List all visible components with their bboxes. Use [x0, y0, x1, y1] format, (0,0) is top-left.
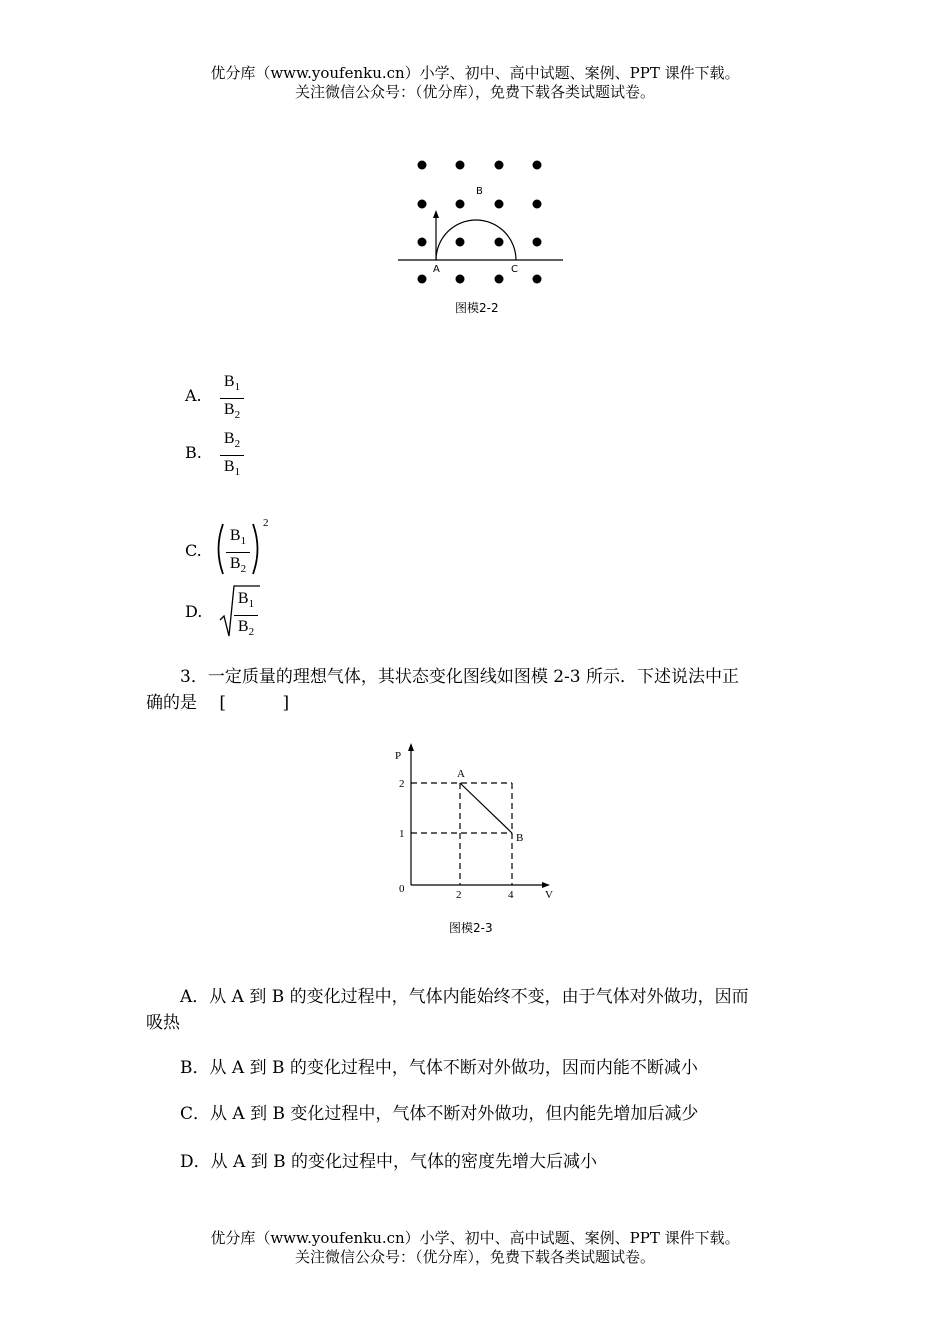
- y-axis-arrow-icon: [408, 743, 414, 751]
- point-b-label: B: [516, 832, 524, 844]
- denominator: $B_2$: [229, 555, 247, 576]
- tick-y-2: 2: [399, 778, 405, 790]
- fraction-bar: [234, 615, 258, 616]
- option-c-label: C.: [185, 541, 202, 560]
- answer-d: D．从 A 到 B 的变化过程中，气体的密度先增大后减小: [180, 1152, 598, 1172]
- figure-magnetic-field: [395, 150, 570, 290]
- tick-y-1: 1: [399, 828, 405, 840]
- point-a-label: A: [457, 768, 465, 780]
- field-dot: [495, 200, 504, 209]
- left-paren-icon: [213, 522, 225, 576]
- option-c-fraction: [226, 527, 250, 578]
- option-d-label: D.: [185, 602, 203, 621]
- label-b: B: [476, 186, 483, 197]
- field-dot: [418, 275, 427, 284]
- field-dot: [456, 200, 465, 209]
- field-dot: [533, 275, 542, 284]
- field-dot: [418, 200, 427, 209]
- label-a: A: [433, 264, 440, 275]
- page-footer: [0, 1229, 950, 1267]
- page-header: [0, 64, 950, 102]
- question-3-line-1: 3．一定质量的理想气体，其状态变化图线如图模 2-3 所示．下述说法中正: [180, 667, 739, 687]
- field-dot: [418, 161, 427, 170]
- answer-a-line-2: 吸热: [146, 1013, 180, 1033]
- footer-line-2: 关注微信公众号：（优分库），免费下载各类试题试卷。: [294, 1248, 655, 1266]
- figure-2-3-caption: 图模2-3: [449, 921, 493, 935]
- field-dot: [456, 275, 465, 284]
- figure-pv-diagram: [385, 740, 565, 910]
- field-dot: [418, 238, 427, 247]
- numerator: $B_1$: [229, 527, 247, 548]
- process-line-ab: [460, 783, 512, 833]
- fraction-bar: [220, 398, 244, 399]
- field-dot: [456, 161, 465, 170]
- field-dot: [456, 238, 465, 247]
- field-dot: [495, 161, 504, 170]
- numerator: $B_2$: [223, 430, 241, 451]
- field-dot: [495, 275, 504, 284]
- option-a-label: A.: [185, 386, 202, 405]
- exponent: 2: [263, 517, 269, 529]
- header-line-1: 优分库（www.youfenku.cn）小学、初中、高中试题、案例、PPT 课件下载。: [210, 64, 740, 82]
- question-3-line-2: 确的是 [ ]: [146, 693, 290, 713]
- answer-c: C．从 A 到 B 变化过程中，气体不断对外做功，但内能先增加后减少: [180, 1104, 699, 1124]
- option-a-fraction: [220, 373, 244, 424]
- denominator: $B_1$: [223, 458, 241, 479]
- tick-x-4: 4: [508, 889, 514, 901]
- field-dot: [533, 161, 542, 170]
- answer-b: B．从 A 到 B 的变化过程中，气体不断对外做功，因而内能不断减小: [180, 1058, 698, 1078]
- field-dot: [533, 238, 542, 247]
- right-paren-icon: [251, 522, 263, 576]
- fraction-bar: [220, 455, 244, 456]
- x-axis-arrow-icon: [542, 882, 550, 888]
- arrow-head-icon: [433, 210, 439, 218]
- axis-v-label: V: [545, 889, 553, 901]
- option-d-fraction: [234, 590, 258, 641]
- field-dot: [495, 238, 504, 247]
- fraction-bar: [226, 552, 250, 553]
- semicircle-path: [436, 220, 516, 260]
- footer-line-1: 优分库（www.youfenku.cn）小学、初中、高中试题、案例、PPT 课件下载。: [210, 1229, 740, 1247]
- dashed-grid: [411, 783, 512, 885]
- axis-p-label: P: [395, 750, 402, 762]
- option-b-fraction: [220, 430, 244, 481]
- answer-a-line-1: A．从 A 到 B 的变化过程中，气体内能始终不变，由于气体对外做功，因而: [180, 987, 749, 1007]
- numerator: $B_1$: [237, 590, 255, 611]
- denominator: $B_2$: [237, 618, 255, 639]
- axis-labels: [395, 750, 553, 901]
- figure-2-2-caption: 图模2-2: [455, 301, 499, 315]
- origin-label: 0: [399, 883, 405, 895]
- option-b-label: B.: [185, 443, 202, 462]
- denominator: $B_2$: [223, 401, 241, 422]
- header-line-2: 关注微信公众号：（优分库），免费下载各类试题试卷。: [294, 83, 655, 101]
- field-dot: [533, 200, 542, 209]
- tick-x-2: 2: [456, 889, 462, 901]
- numerator: $B_1$: [223, 373, 241, 394]
- label-c: C: [511, 264, 518, 275]
